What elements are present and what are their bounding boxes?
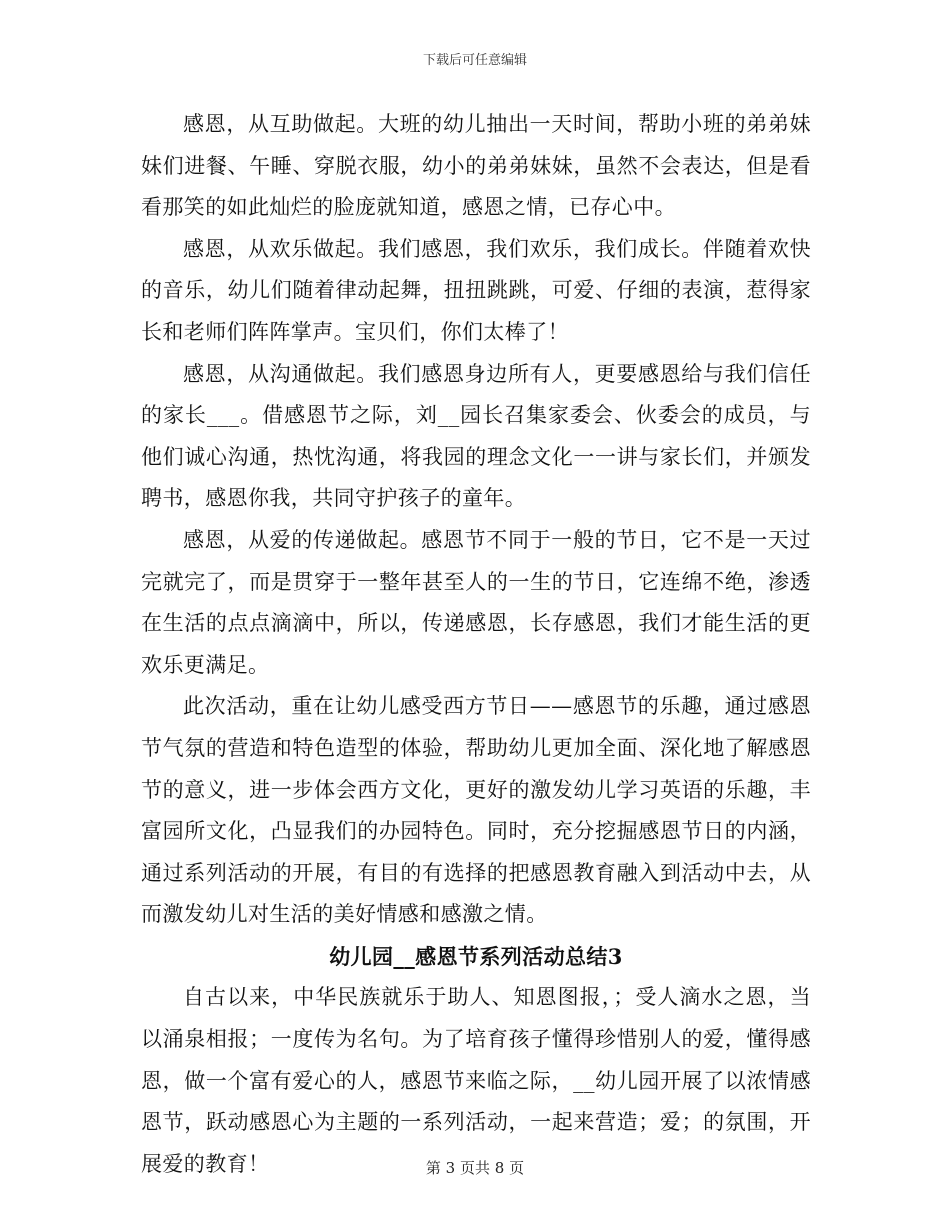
section-paragraph-intro: 自古以来，中华民族就乐于助人、知恩图报，；受人滴水之恩，当以涌泉相报；一度传为名句。为了培育孩子懂得珍惜别人的爱，懂得感恩，做一个富有爱心的人，感恩节来临之际，__幼儿园开展了以浓情感恩节，跃动感恩心为主题的一系列活动，一起来营造；爱；的氛围，开展爱的教育！ [141, 985, 811, 1176]
paragraph-love-passing: 感恩，从爱的传递做起。感恩节不同于一般的节日，它不是一天过完就完了，而是贯穿于一整年甚至人的一生的节日，它连绵不绝，渗透在生活的点点滴滴中，所以，传递感恩，长存感恩，我们才能生活的更欢乐更满足。 [141, 527, 811, 677]
paragraph-joy: 感恩，从欢乐做起。我们感恩，我们欢乐，我们成长。伴随着欢快的音乐，幼儿们随着律动起舞，扭扭跳跳，可爱、仔细的表演，惹得家长和老师们阵阵掌声。宝贝们，你们太棒了！ [141, 236, 811, 344]
section-title: 幼儿园__感恩节系列活动总结3 [329, 943, 623, 969]
paragraph-communication: 感恩，从沟通做起。我们感恩身边所有人，更要感恩给与我们信任的家长___。借感恩节之际，刘__园长召集家委会、伙委会的成员，与他们诚心沟通，热忱沟通，将我园的理念文化一一讲与家长们，并颁发聘书，感恩你我，共同守护孩子的童年。 [141, 361, 811, 511]
page-number: 第 3 页共 8 页 [425, 1159, 525, 1177]
paragraph-activity-summary: 此次活动，重在让幼儿感受西方节日——感恩节的乐趣，通过感恩节气氛的营造和特色造型的体验，帮助幼儿更加全面、深化地了解感恩节的意义，进一步体会西方文化，更好的激发幼儿学习英语的乐趣，丰富园所文化，凸显我们的办园特色。同时，充分挖掘感恩节日的内涵，通过系列活动的开展，有目的有选择的把感恩教育融入到活动中去，从而激发幼儿对生活的美好情感和感激之情。 [141, 694, 811, 927]
page-header-note: 下载后可任意编辑 [422, 53, 527, 68]
paragraph-mutual-help: 感恩，从互助做起。大班的幼儿抽出一天时间，帮助小班的弟弟妹妹们进餐、午睡、穿脱衣服，幼小的弟弟妹妹，虽然不会表达，但是看看那笑的如此灿烂的脸庞就知道，感恩之情，已存心中。 [141, 112, 811, 220]
document-body [141, 104, 811, 1185]
